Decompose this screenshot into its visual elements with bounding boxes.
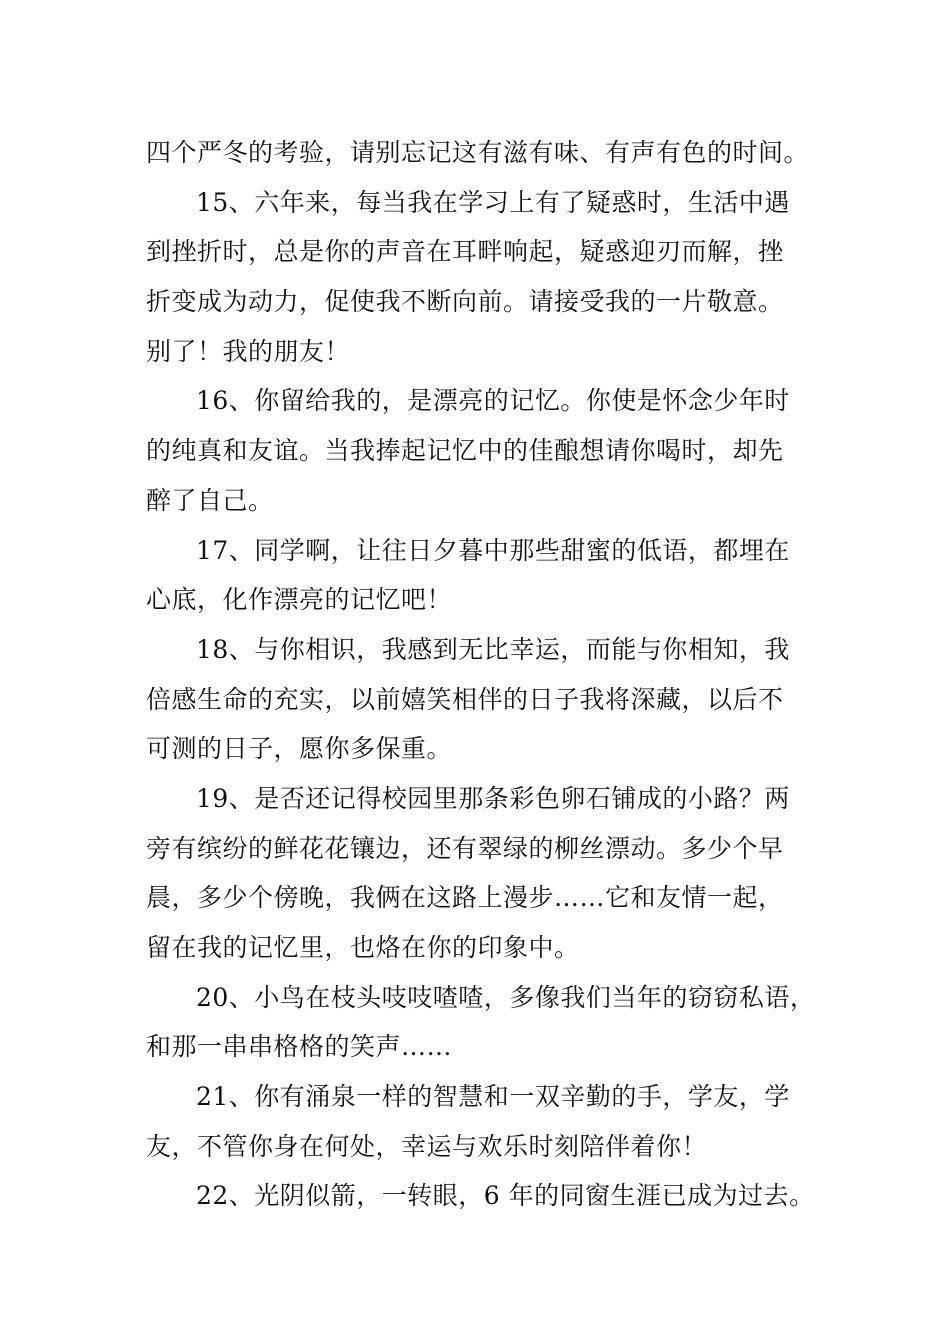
text-line: 晨，多少个傍晚，我俩在这路上漫步……它和友情一起， (146, 883, 784, 913)
text-line: 和那一串串格格的笑声…… (146, 1032, 453, 1062)
text-line: 友，不管你身在何处，幸运与欢乐时刻陪伴着你！ (146, 1131, 708, 1161)
text-line: 的纯真和友谊。当我捧起记忆中的佳酿想请你喝时，却先 (146, 436, 784, 466)
paragraph-15-line-1: 15、六年来，每当我在学习上有了疑惑时，生活中遇 (196, 187, 790, 217)
text-line: 四个严冬的考验，请别忘记这有滋有味、有声有色的时间。 (146, 138, 810, 167)
paragraph-19-line-1: 19、是否还记得校园里那条彩色卵石铺成的小路？两 (196, 783, 790, 813)
paragraph-18-line-1: 18、与你相识，我感到无比幸运，而能与你相知，我 (196, 634, 790, 664)
text-line: 留在我的记忆里，也烙在你的印象中。 (146, 933, 580, 962)
text-line: 旁有缤纷的鲜花花镶边，还有翠绿的柳丝漂动。多少个早 (146, 833, 784, 863)
text-line: 可测的日子，愿你多保重。 (146, 734, 453, 764)
paragraph-21-line-1: 21、你有涌泉一样的智慧和一双辛勤的手，学友，学 (196, 1082, 790, 1112)
paragraph-16-line-1: 16、你留给我的，是漂亮的记忆。你使是怀念少年时 (196, 386, 790, 416)
text-line: 心底，化作漂亮的记忆吧！ (146, 585, 453, 615)
paragraph-17-line-1: 17、同学啊，让往日夕暮中那些甜蜜的低语，都埋在 (196, 535, 790, 565)
text-line: 到挫折时，总是你的声音在耳畔响起，疑惑迎刃而解，挫 (146, 237, 784, 267)
text-line: 醉了自己。 (146, 485, 274, 515)
paragraph-22-line-1: 22、光阴似箭，一转眼，6 年的同窗生涯已成为过去。 (196, 1181, 815, 1211)
paragraph-20-line-1: 20、小鸟在枝头吱吱喳喳，多像我们当年的窃窃私语， (196, 982, 816, 1012)
document-body (146, 128, 826, 1221)
text-line: 别了！我的朋友！ (146, 336, 351, 366)
text-line: 折变成为动力，促使我不断向前。请接受我的一片敬意。 (146, 287, 784, 317)
text-line: 倍感生命的充实，以前嬉笑相伴的日子我将深藏，以后不 (146, 684, 784, 714)
